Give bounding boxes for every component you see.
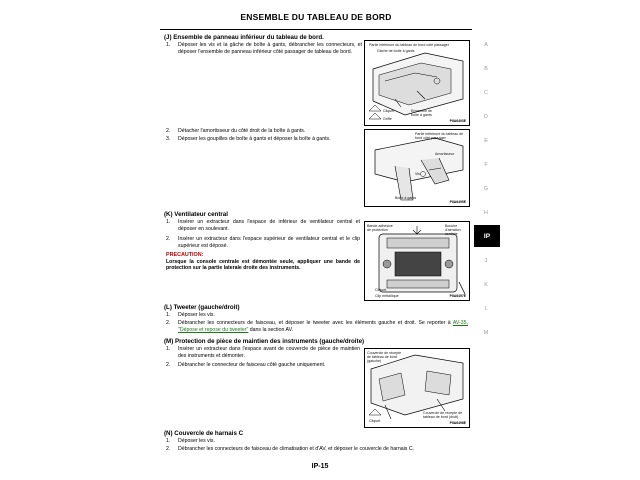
section-j-heading: (J) Ensemble de panneau inférieur du tableau de bord. [164, 34, 324, 41]
step-text: Déposer les vis. [178, 438, 215, 444]
page-number: IP-15 [311, 463, 329, 470]
figure-label: Clip métallique [375, 294, 399, 298]
index-letter-l[interactable]: L [484, 306, 488, 312]
figure-center-vent [364, 221, 470, 301]
section-m-heading: (M) Protection de pièce de maintien des instruments (gauche/droite) [164, 338, 365, 345]
step-number: 1. [166, 346, 171, 352]
figure-label: Vis [415, 172, 420, 176]
figure-label: Partie inférieure du tableau de bord côté passager [415, 132, 464, 141]
figure-label: Couvercle de récepte de tableau de bord (gauche) [367, 351, 402, 364]
index-letter-b[interactable]: B [484, 66, 488, 72]
step-text [178, 320, 468, 333]
figure-label: Cliquet [375, 288, 387, 292]
step-text: Débrancher le connecteur de faisceau côté gauche uniquement. [178, 362, 326, 368]
section-k-heading: (K) Ventilateur central [164, 211, 228, 218]
step-number: 1. [166, 438, 171, 444]
step-number: 2. [166, 362, 171, 368]
tweeter-reference-link[interactable]: AV-35, "Dépose et repose du tweeter" [178, 320, 468, 333]
step-number: 2. [166, 236, 171, 242]
index-letter-f[interactable]: F [484, 162, 488, 168]
step-text: Insérer un extracteur dans l'espace avant de couvercle de pièce de maintien des instruments et démonter. [178, 346, 360, 359]
figure-label: Partie inférieure du tableau de bord côté passager [369, 43, 449, 47]
figure-glove-box-panel [364, 40, 470, 126]
step-number: 3. [166, 136, 171, 142]
step-text: Débrancher les connecteurs de faisceau de climatisation et d'AV, et déposer le couvercle de harnais C. [178, 446, 415, 452]
figure-label: Gâche de boîte à gants [377, 49, 415, 53]
section-n-heading: (N) Couvercle de harnais C [164, 430, 244, 437]
index-letter-h[interactable]: H [484, 210, 488, 216]
index-letter-d[interactable]: D [484, 114, 488, 120]
figure-instrument-cover [364, 348, 470, 428]
step-number: 1. [166, 42, 171, 48]
figure-code: PIIA6498E [449, 421, 466, 425]
step-text: Insérer un extracteur dans l'espace supérieur de ventilateur central et le clip supérieur est déposé. [178, 236, 360, 249]
figure-code: PIIA6495E [449, 200, 466, 204]
figure-code: PIIA6493E [449, 119, 466, 123]
step-number: 1. [166, 219, 171, 225]
index-letter-k[interactable]: K [484, 282, 488, 288]
figure-label: Griffe [383, 117, 392, 121]
step-text: Déposer les vis et la gâche de boîte à gants, débrancher les connecteurs, et déposer l'ensemble de panneau inférieur côté passager de tableau de bord. [178, 42, 362, 55]
index-letter-a[interactable]: A [484, 42, 488, 48]
step-text: Détacher l'amortisseur du côté droit de la boîte à gants. [178, 128, 306, 134]
index-tab-ip[interactable]: IP [474, 225, 500, 247]
step-text: Insérer un extracteur dans l'espace de inférieur de ventilateur central et déposer en soulevant. [178, 219, 360, 232]
figure-code: PIIA6497E [449, 294, 466, 298]
glove-box-damper-illustration [365, 130, 469, 206]
figure-label: Boîte à gants [395, 196, 417, 200]
step-number: 2. [166, 446, 171, 452]
step-number: 2. [166, 320, 171, 326]
figure-label: Cliquet [369, 419, 381, 423]
step-number: 1. [166, 312, 171, 318]
index-letter-j[interactable]: J [484, 258, 488, 264]
figure-glove-box-damper [364, 129, 470, 207]
figure-label: Amortisseur [435, 152, 455, 156]
step-number: 2. [166, 128, 171, 134]
figure-label: Bouche d'aération centrale [445, 224, 461, 237]
section-l-heading: (L) Tweeter (gauche/droit) [164, 304, 240, 311]
index-letter-e[interactable]: E [484, 138, 488, 144]
figure-label: Bande adhésive de protection [367, 224, 393, 233]
caution-text: Lorsque la console centrale est démontée seule, appliquer une bande de protection sur la partie laterale droite des instruments. [166, 259, 360, 272]
page-title: ENSEMBLE DU TABLEAU DE BORD [240, 12, 392, 22]
step-text-start: Débrancher les connecteurs de faisceau, et déposer le tweeter avec les éléments gauche et droit. Se reporter à [178, 320, 453, 326]
index-letter-c[interactable]: C [484, 90, 488, 96]
step-text: Déposer les vis. [178, 312, 215, 318]
figure-label: Couvercle de récepte de tableau de bord (droit) [423, 411, 463, 420]
step-text: Déposer les goupilles de boîte à gants et déposer la boîte à gants. [178, 136, 331, 142]
caution-heading: PRECAUTION: [166, 252, 204, 258]
index-letter-m[interactable]: M [483, 330, 489, 336]
title-rule [160, 29, 472, 30]
figure-label: Ensemble de boîte à gants [411, 109, 432, 118]
figure-label: Cliquet [383, 109, 395, 113]
step-text-end: dans la section AV. [248, 326, 294, 333]
index-letter-g[interactable]: G [483, 186, 489, 192]
